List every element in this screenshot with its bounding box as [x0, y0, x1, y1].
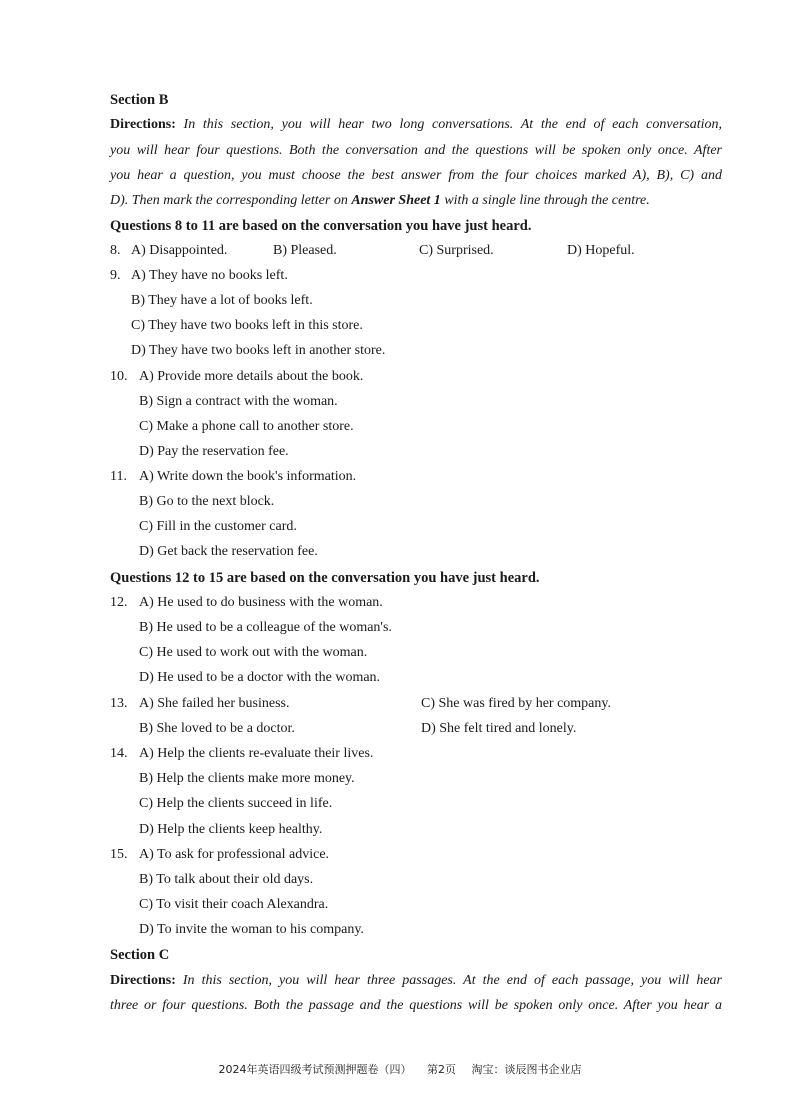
q15-option-d: D) To invite the woman to his company. [139, 922, 364, 937]
directions-separator: : [171, 973, 183, 988]
q11-option-d: D) Get back the reservation fee. [139, 544, 318, 559]
question-number: 11. [110, 469, 127, 484]
directions-text: In this section, you will hear two long conversations. At the end of each conversation, [183, 117, 722, 132]
q15-option-a: A) To ask for professional advice. [139, 847, 330, 862]
q12-option-a: A) He used to do business with the woman. [139, 595, 383, 610]
directions-separator: : [171, 117, 184, 132]
questions-12-15-heading: Questions 12 to 15 are based on the conversation you have just heard. [110, 570, 540, 586]
q14-option-a: A) Help the clients re-evaluate their lives. [139, 746, 374, 761]
q9-option-b: B) They have a lot of books left. [131, 293, 313, 308]
question-number: 14. [110, 746, 128, 761]
section-c-title: Section C [110, 947, 170, 963]
footer-page-number: 第2页 [427, 1063, 456, 1076]
question-number: 15. [110, 847, 128, 862]
q12-option-d: D) He used to be a doctor with the woman. [139, 670, 381, 685]
question-number: 13. [110, 696, 128, 711]
q10-option-a: A) Provide more details about the book. [139, 369, 364, 384]
q13-option-c: C) She was fired by her company. [421, 696, 611, 711]
section-c-directions-line-1 [110, 972, 722, 990]
section-b-directions-line-2 [110, 142, 722, 160]
q13-option-b: B) She loved to be a doctor. [139, 721, 295, 736]
q12-option-c: C) He used to work out with the woman. [139, 645, 368, 660]
q8-option-a: A) Disappointed. [131, 243, 228, 258]
q11-option-b: B) Go to the next block. [139, 494, 275, 509]
question-number: 8. [110, 243, 121, 258]
q14-option-c: C) Help the clients succeed in life. [139, 796, 333, 811]
section-b-directions-line-4 [110, 192, 722, 210]
q13-option-a: A) She failed her business. [139, 696, 290, 711]
question-number: 10. [110, 369, 128, 384]
q14-option-b: B) Help the clients make more money. [139, 771, 355, 786]
directions-text: D). Then mark the corresponding letter on [110, 193, 352, 208]
q11-option-c: C) Fill in the customer card. [139, 519, 297, 534]
directions-text: with a single line through the centre. [440, 193, 650, 208]
directions-label: Directions [110, 973, 172, 988]
question-number: 12. [110, 595, 128, 610]
directions-text: you will hear four questions. Both the conversation and the questions will be spoken only once. After [110, 143, 722, 158]
section-b-directions-line-1 [110, 116, 722, 134]
answer-sheet-label: Answer Sheet 1 [351, 193, 441, 208]
q9-option-d: D) They have two books left in another store. [131, 343, 386, 358]
q12-option-b: B) He used to be a colleague of the woman's. [139, 620, 392, 635]
q9-option-c: C) They have two books left in this store. [131, 318, 363, 333]
section-b-title: Section B [110, 92, 169, 108]
q14-option-d: D) Help the clients keep healthy. [139, 822, 323, 837]
section-b-directions-line-3 [110, 167, 722, 185]
footer-shop: 淘宝：谈辰图书企业店 [471, 1063, 582, 1076]
question-number: 9. [110, 268, 121, 283]
q15-option-b: B) To talk about their old days. [139, 872, 314, 887]
q13-option-d: D) She felt tired and lonely. [421, 721, 577, 736]
page-footer [0, 1061, 800, 1077]
q8-option-d: D) Hopeful. [567, 243, 635, 258]
q10-option-b: B) Sign a contract with the woman. [139, 394, 338, 409]
q10-option-d: D) Pay the reservation fee. [139, 444, 289, 459]
q8-option-c: C) Surprised. [419, 243, 494, 258]
section-c-directions-line-2 [110, 997, 722, 1015]
directions-text: three or four questions. Both the passage and the questions will be spoken only once. After you hear a [110, 998, 722, 1013]
directions-text: In this section, you will hear three passages. At the end of each passage, you will hear [182, 973, 722, 988]
q8-option-b: B) Pleased. [273, 243, 337, 258]
q11-option-a: A) Write down the book's information. [139, 469, 357, 484]
q10-option-c: C) Make a phone call to another store. [139, 419, 354, 434]
q9-option-a: A) They have no books left. [131, 268, 288, 283]
footer-title: 2024年英语四级考试预测押题卷（四） [218, 1063, 412, 1076]
q15-option-c: C) To visit their coach Alexandra. [139, 897, 329, 912]
directions-text: you hear a question, you must choose the best answer from the four choices marked A), B), C) and [110, 168, 722, 183]
directions-label: Directions [110, 117, 172, 132]
questions-8-11-heading: Questions 8 to 11 are based on the conversation you have just heard. [110, 218, 532, 234]
